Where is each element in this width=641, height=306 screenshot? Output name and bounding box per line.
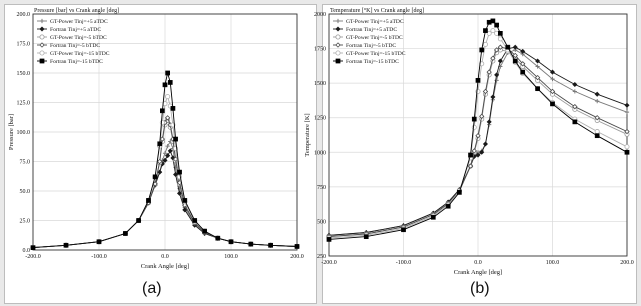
temperature-x-axis-label: Crank Angle [deg] <box>453 269 503 276</box>
temperature-series-5-point-4 <box>446 204 450 208</box>
temperature-series-5-point-16 <box>513 59 517 63</box>
temperature-legend-label-0: GT-Power Tinj=+5 aTDC <box>346 19 404 25</box>
temperature-series-4-point-14 <box>498 37 502 41</box>
temperature-series-5-point-9 <box>480 48 484 52</box>
pressure-title: Pressure [bar] vs Crank angle [deg] <box>34 8 120 14</box>
temperature-series-5-point-20 <box>573 120 577 124</box>
temperature-series-5-point-12 <box>491 19 495 23</box>
temperature-series-5-point-3 <box>431 215 435 219</box>
temperature-plot <box>304 7 634 276</box>
temperature-series-5-point-5 <box>457 190 461 194</box>
temperature-xtick-label-3: 100.0 <box>545 260 560 266</box>
temperature-xtick-label-0: -200.0 <box>321 260 337 266</box>
pressure-ytick-label-8: 200.0 <box>16 12 30 18</box>
temperature-ytick-label-2: 750 <box>317 184 326 191</box>
pressure-ytick-label-4: 100.0 <box>16 130 30 136</box>
temperature-series-5-point-0 <box>327 237 331 241</box>
temperature-series-5-point-6 <box>468 153 472 157</box>
pressure-y-axis-label: Pressure [bar] <box>8 113 15 151</box>
pressure-legend-label-2: GT-Power Tinj=-5 bTDC <box>50 35 107 41</box>
temperature-series-5-point-7 <box>472 117 476 121</box>
temperature-series-5-point-18 <box>536 87 540 91</box>
temperature-series-5-point-22 <box>625 150 629 154</box>
panel-label-a: (a) <box>142 280 162 297</box>
temperature-ytick-label-5: 1500 <box>314 81 326 88</box>
temperature-xtick-label-4: 200.0 <box>620 260 634 266</box>
pressure-xtick-label-3: 100.0 <box>224 254 238 260</box>
temperature-series-5-point-13 <box>495 23 499 27</box>
pressure-ytick-label-6: 150.0 <box>16 71 30 77</box>
pressure-xtick-label-4: 200.0 <box>290 254 304 260</box>
pressure-xtick-label-0: -200.0 <box>25 254 41 260</box>
temperature-title: Temperature [°K] vs Crank angle [deg] <box>330 8 425 14</box>
temperature-series-5-point-8 <box>476 78 480 82</box>
temperature-series-5-point-1 <box>364 235 368 239</box>
temperature-xtick-label-2: 0.0 <box>474 260 482 266</box>
pressure-xtick-label-2: 0.0 <box>161 254 169 260</box>
temperature-series-4-point-12 <box>491 28 495 32</box>
pressure-legend-label-5: Fortran Tinj=-15 bTDC <box>50 59 103 65</box>
temperature-legend-label-2: GT-Power Tinj=-5 bTDC <box>346 35 403 41</box>
temperature-series-5-point-15 <box>506 45 510 49</box>
temperature-series-5-point-14 <box>498 31 502 35</box>
temperature-ytick-label-0: 250 <box>317 254 326 260</box>
temperature-ytick-label-1: 500 <box>317 219 326 226</box>
temperature-legend-label-3: Fortran Tinj=-5 bTDC <box>346 43 397 49</box>
temperature-series-5-point-2 <box>401 228 405 232</box>
temperature-legend-label-4: GT-Power Tinj=-15 bTDC <box>346 51 406 57</box>
pressure-ytick-label-3: 75.0 <box>19 159 30 166</box>
pressure-legend-label-4: GT-Power Tinj=-15 bTDC <box>50 51 110 57</box>
temperature-series-4-point-22 <box>625 145 629 149</box>
pressure-legend-label-1: Fortran Tinj=+5 aTDC <box>50 27 102 33</box>
temperature-ytick-label-3: 1000 <box>314 150 326 157</box>
pressure-ytick-label-2: 50.0 <box>19 189 30 195</box>
temperature-ytick-label-7: 2000 <box>314 12 326 18</box>
temperature-xtick-label-1: -100.0 <box>395 260 412 266</box>
temperature-series-5-point-17 <box>521 70 525 74</box>
pressure-ytick-label-7: 175.0 <box>16 41 30 48</box>
temperature-legend-marker-2 <box>336 35 340 39</box>
temperature-series-4-point-7 <box>472 125 476 129</box>
temperature-series-4-point-10 <box>483 42 487 46</box>
temperature-ytick-label-6: 1750 <box>314 46 326 53</box>
temperature-series-5-point-10 <box>483 28 487 32</box>
temperature-legend-marker-5 <box>336 59 340 63</box>
temperature-series-4-point-21 <box>595 129 599 133</box>
pressure-legend-label-3: Fortran Tinj=-5 bTDC <box>50 43 101 49</box>
pressure-ytick-label-1: 25.0 <box>19 218 30 225</box>
temperature-legend-label-1: Fortran Tinj=+5 aTDC <box>346 27 398 33</box>
pressure-xtick-label-1: -100.0 <box>91 254 107 260</box>
temperature-legend-label-5: Fortran Tinj=-15 bTDC <box>346 59 399 65</box>
temperature-ytick-label-4: 1250 <box>314 115 326 122</box>
pressure-ytick-label-0: 0.0 <box>22 248 30 254</box>
temperature-series-5-point-21 <box>595 134 599 138</box>
pressure-legend-label-0: GT-Power Tinj=+5 aTDC <box>50 19 108 25</box>
pressure-ytick-label-5: 125.0 <box>16 100 30 107</box>
panel-label-b: (b) <box>470 280 490 297</box>
pressure-x-axis-label: Crank Angle [deg] <box>140 263 190 270</box>
temperature-legend-marker-4 <box>336 51 340 55</box>
temperature-y-axis-label: Temperature [K] <box>304 113 311 157</box>
temperature-series-5-point-19 <box>550 102 554 106</box>
